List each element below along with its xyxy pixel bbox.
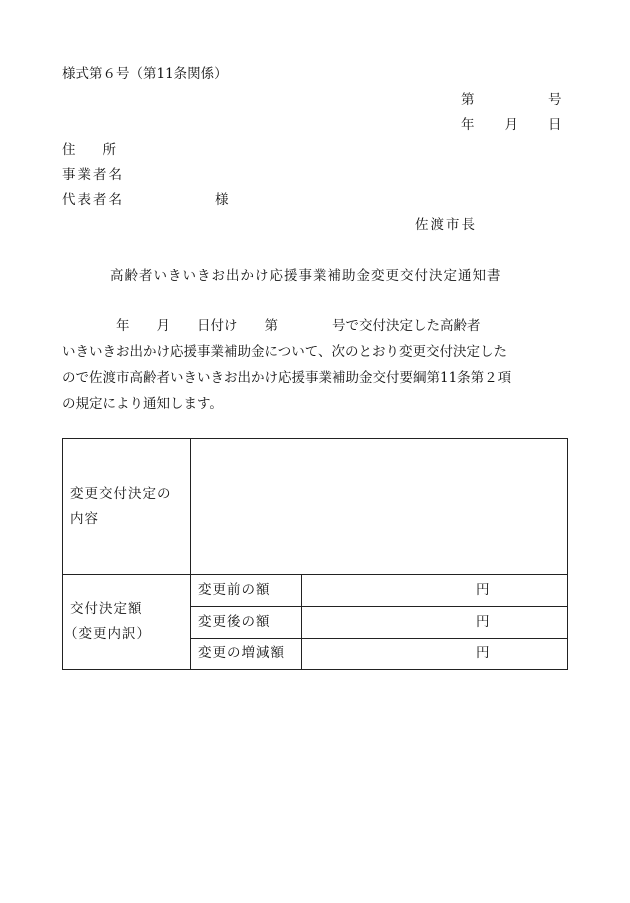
content-label-line1: 変更交付決定の bbox=[70, 486, 172, 502]
table-row-label-diff: 変更の増減額 bbox=[198, 645, 285, 661]
table-row-unit-diff: 円 bbox=[476, 645, 491, 661]
honorific-sama: 様 bbox=[215, 192, 229, 208]
table-row-unit-before: 円 bbox=[476, 582, 491, 598]
business-name-label: 事業者名 bbox=[62, 167, 124, 183]
address-label: 住 所 bbox=[62, 142, 116, 158]
document-number-line: 第 号 bbox=[461, 92, 563, 108]
amount-label-line2: （変更内訳） bbox=[64, 626, 151, 642]
document-title: 高齢者いきいきお出かけ応援事業補助金変更交付決定通知書 bbox=[110, 268, 502, 284]
body-line-2: いきいきお出かけ応援事業補助金について、次のとおり変更交付決定した bbox=[62, 344, 507, 360]
body-line-4: の規定により通知します。 bbox=[62, 396, 223, 412]
form-number-label: 様式第６号（第11条関係） bbox=[62, 66, 228, 82]
body-line-1: 年 月 日付け 第 号で交付決定した高齢者 bbox=[62, 318, 481, 334]
body-paragraph bbox=[62, 313, 567, 417]
representative-name-label: 代表者名 bbox=[62, 192, 124, 208]
body-line-3: ので佐渡市高齢者いきいきお出かけ応援事業補助金交付要綱第11条第２項 bbox=[62, 370, 512, 386]
table-row-unit-after: 円 bbox=[476, 614, 491, 630]
content-value-cell bbox=[191, 439, 567, 574]
table-row-label-after: 変更後の額 bbox=[198, 614, 271, 630]
table-row-label-before: 変更前の額 bbox=[198, 582, 271, 598]
content-label-line2: 内容 bbox=[70, 511, 99, 527]
issuer-mayor: 佐渡市長 bbox=[415, 217, 477, 233]
document-date-line: 年 月 日 bbox=[461, 117, 563, 133]
amount-label-line1: 交付決定額 bbox=[70, 601, 143, 617]
